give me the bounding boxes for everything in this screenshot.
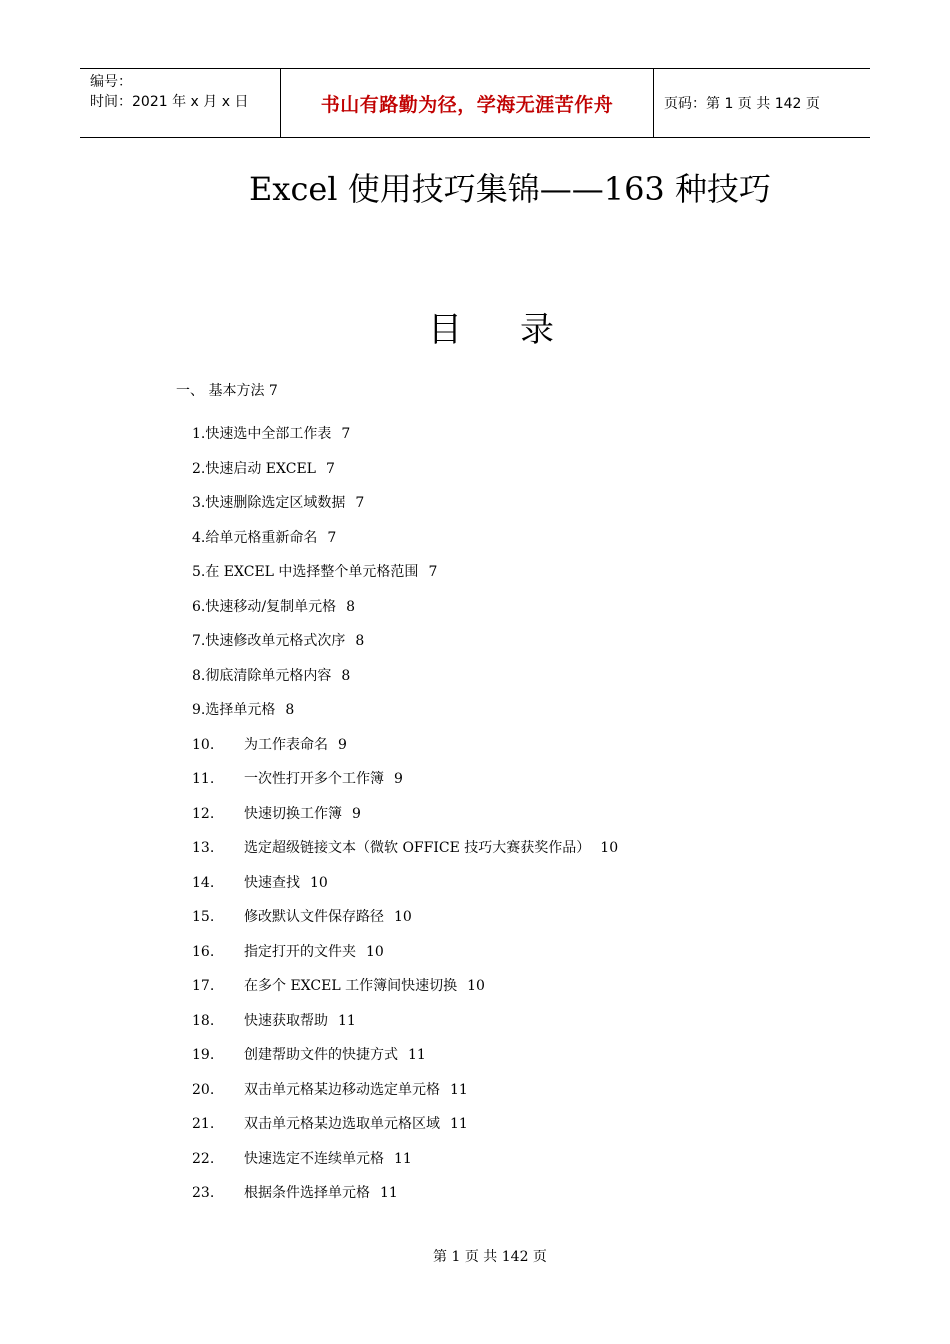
- toc-item-page: 7: [327, 529, 337, 546]
- toc-item[interactable]: [192, 735, 618, 770]
- toc-item[interactable]: [192, 700, 618, 735]
- toc-item-number: 2.: [192, 460, 206, 477]
- toc-item-number: 7.: [192, 633, 206, 649]
- header-meta: [80, 69, 281, 137]
- toc-item-text: 给单元格重新命名: [205, 529, 318, 546]
- toc-item[interactable]: [192, 424, 618, 459]
- toc-item[interactable]: [192, 493, 618, 528]
- toc-item[interactable]: [192, 562, 618, 597]
- toc-item[interactable]: [192, 1183, 618, 1218]
- toc-item[interactable]: [192, 666, 618, 701]
- toc-item-page: 7: [325, 460, 335, 477]
- toc-item-text: 快速查找: [244, 874, 300, 891]
- toc-item-text: 一次性打开多个工作簿: [244, 771, 384, 787]
- toc-item-page: 10: [467, 978, 485, 994]
- toc-item-text: 快速切换工作簿: [244, 805, 342, 822]
- toc-item-number: 1.: [192, 426, 206, 442]
- toc-item-number: 18.: [192, 1012, 215, 1029]
- toc-item-text: 修改默认文件保存路径: [244, 909, 384, 925]
- toc-item-page: 11: [394, 1150, 412, 1167]
- toc-item-text: 快速启动 EXCEL: [205, 460, 316, 477]
- toc-item[interactable]: [192, 873, 618, 908]
- toc-item-number: 14.: [192, 874, 215, 891]
- toc-section-heading: 一、 基本方法 7: [176, 383, 278, 399]
- toc-item-number: 22.: [192, 1150, 215, 1167]
- toc-item-number: 19.: [192, 1047, 215, 1063]
- toc-item[interactable]: [192, 459, 618, 494]
- toc-item-text: 彻底清除单元格内容: [205, 667, 332, 684]
- toc-item-number: 13.: [192, 840, 215, 856]
- toc-item-text: 快速选定不连续单元格: [244, 1150, 384, 1167]
- toc-item[interactable]: [192, 838, 618, 873]
- toc-item-text: 创建帮助文件的快捷方式: [244, 1047, 398, 1063]
- toc-item-number: 9.: [192, 702, 206, 718]
- toc-item-number: 15.: [192, 909, 215, 925]
- toc-item-page: 9: [352, 805, 361, 822]
- toc-item-text: 选定超级链接文本（微软 OFFICE 技巧大赛获奖作品）: [244, 840, 591, 856]
- toc-item-page: 8: [341, 667, 351, 684]
- header-motto: 书山有路勤为径，学海无涯苦作舟: [281, 69, 654, 137]
- table-of-contents: [192, 424, 618, 1218]
- toc-item-number: 5.: [192, 564, 206, 580]
- toc-item[interactable]: [192, 1149, 618, 1184]
- toc-item-number: 12.: [192, 805, 215, 822]
- toc-item-text: 快速选中全部工作表: [205, 426, 332, 442]
- toc-item-number: 23.: [192, 1185, 215, 1201]
- toc-item-text: 在 EXCEL 中选择整个单元格范围: [205, 564, 419, 580]
- toc-item[interactable]: [192, 942, 618, 977]
- toc-item[interactable]: [192, 976, 618, 1011]
- toc-item-text: 指定打开的文件夹: [244, 943, 356, 960]
- toc-item-page: 10: [600, 840, 619, 856]
- toc-item-page: 11: [408, 1047, 426, 1063]
- toc-item-text: 快速获取帮助: [244, 1012, 328, 1029]
- toc-item[interactable]: [192, 528, 618, 563]
- toc-title: 目录: [428, 310, 612, 350]
- toc-item-page: 11: [450, 1081, 468, 1098]
- toc-item-text: 选择单元格: [205, 702, 276, 718]
- toc-item[interactable]: [192, 769, 618, 804]
- toc-item-page: 11: [380, 1185, 398, 1201]
- toc-item-text: 快速修改单元格式次序: [205, 633, 346, 649]
- toc-item-page: 8: [346, 598, 355, 615]
- toc-item-page: 11: [338, 1012, 356, 1029]
- toc-item-number: 6.: [192, 598, 206, 615]
- toc-item-page: 10: [394, 909, 412, 925]
- header-page-info: 页码：第 1 页 共 142 页: [664, 96, 820, 112]
- toc-item-page: 7: [341, 426, 351, 442]
- time-label: 时间：2021 年 x 月 x 日: [90, 94, 249, 110]
- toc-item-page: 9: [394, 771, 403, 787]
- toc-item-number: 8.: [192, 667, 206, 684]
- page-header: [80, 68, 870, 138]
- toc-item[interactable]: [192, 631, 618, 666]
- toc-item-text: 双击单元格某边移动选定单元格: [244, 1081, 440, 1098]
- toc-item-page: 10: [310, 874, 328, 891]
- toc-item-text: 在多个 EXCEL 工作簿间快速切换: [244, 978, 458, 994]
- toc-item-page: 8: [355, 633, 365, 649]
- toc-item[interactable]: [192, 907, 618, 942]
- toc-item-text: 快速删除选定区域数据: [205, 495, 346, 511]
- toc-item[interactable]: [192, 1045, 618, 1080]
- toc-item-number: 4.: [192, 529, 206, 546]
- number-label: 编号：: [90, 74, 132, 90]
- toc-item[interactable]: [192, 597, 618, 632]
- toc-item-number: 17.: [192, 978, 215, 994]
- toc-item[interactable]: [192, 1080, 618, 1115]
- toc-item-page: 7: [428, 564, 438, 580]
- toc-item-number: 10.: [192, 736, 215, 753]
- toc-item-text: 快速移动/复制单元格: [205, 598, 337, 615]
- toc-item-number: 11.: [192, 771, 215, 787]
- toc-item-number: 16.: [192, 943, 215, 960]
- toc-item-page: 7: [355, 495, 365, 511]
- toc-item-text: 为工作表命名: [244, 736, 328, 753]
- toc-item-page: 9: [338, 736, 347, 753]
- toc-item-page: 11: [450, 1116, 468, 1132]
- toc-item[interactable]: [192, 1114, 618, 1149]
- page-footer: 第 1 页 共 142 页: [433, 1249, 547, 1265]
- toc-item[interactable]: [192, 1011, 618, 1046]
- toc-item-text: 双击单元格某边选取单元格区域: [244, 1116, 440, 1132]
- toc-item-number: 20.: [192, 1081, 215, 1098]
- toc-item-page: 10: [366, 943, 384, 960]
- document-title: Excel 使用技巧集锦——163 种技巧: [249, 170, 771, 208]
- toc-item-number: 21.: [192, 1116, 215, 1132]
- toc-item-page: 8: [285, 702, 295, 718]
- toc-item[interactable]: [192, 804, 618, 839]
- toc-item-number: 3.: [192, 495, 206, 511]
- toc-item-text: 根据条件选择单元格: [244, 1185, 370, 1201]
